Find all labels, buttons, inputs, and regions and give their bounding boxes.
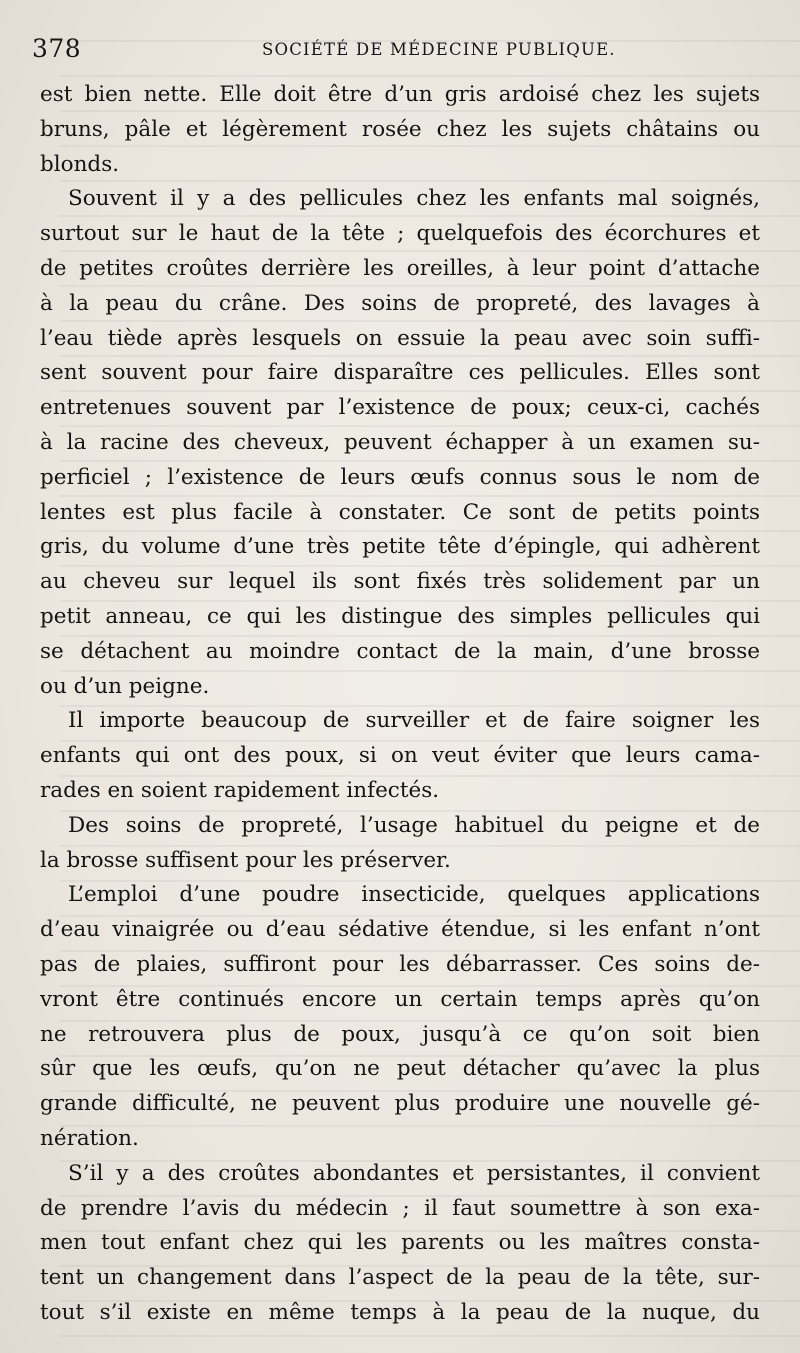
text-line: à la peau du crâne. Des soins de propreté, des lavages à [40,290,760,316]
text-line: est bien nette. Elle doit être d’un gris ardoisé chez les sujets [40,82,760,107]
text-line: de prendre l’avis du médecin ; il faut soumettre à son exa- [40,1195,760,1221]
text-line: men tout enfant chez qui les parents ou les maîtres consta- [40,1230,760,1256]
text-line: pas de plaies, suffiront pour les débarrasser. Ces soins de- [40,951,760,977]
text-line: d’eau vinaigrée ou d’eau sédative étendue, si les enfant n’ont [40,917,760,943]
text-line: vront être continués encore un certain temps après qu’on [40,986,760,1012]
text-line: petit anneau, ce qui les distingue des simples pellicules qui [40,603,760,629]
text-line: Des soins de propreté, l’usage habituel du peigne et de [68,812,760,838]
text-line: au cheveu sur lequel ils sont fixés très solidement par un [40,569,760,595]
text-line: tent un changement dans l’aspect de la peau de la tête, sur- [40,1265,760,1291]
text-line: S’il y a des croûtes abondantes et persistantes, il convient [68,1160,760,1186]
text-line: surtout sur le haut de la tête ; quelquefois des écorchures et [40,221,760,247]
text-line: Souvent il y a des pellicules chez les enfants mal soignés, [68,186,760,212]
text-line: gris, du volume d’une très petite tête d’épingle, qui adhèrent [40,534,760,560]
text-line: Il importe beaucoup de surveiller et de faire soigner les [68,708,760,734]
text-line: rades en soient rapidement infectés. [40,777,440,803]
text-line: perficiel ; l’existence de leurs œufs connus sous le nom de [40,464,760,490]
text-line: se détachent au moindre contact de la main, d’une brosse [40,638,760,664]
text-line: entretenues souvent par l’existence de poux; ceux-ci, cachés [40,395,760,421]
text-line: à la racine des cheveux, peuvent échapper à un examen su- [40,429,760,455]
text-line: grande difficulté, ne peuvent plus produire une nouvelle gé- [40,1091,760,1117]
page-header [32,34,760,70]
text-line: tout s’il existe en même temps à la peau de la nuque, du [40,1299,760,1325]
running-head: SOCIÉTÉ DE MÉDECINE PUBLIQUE. [262,40,616,59]
text-line: sent souvent pour faire disparaître ces pellicules. Elles sont [40,360,760,386]
text-line: lentes est plus facile à constater. Ce sont de petits points [40,499,760,525]
text-line: ne retrouvera plus de poux, jusqu’à ce qu’on soit bien [40,1021,760,1047]
text-line: de petites croûtes derrière les oreilles, à leur point d’attache [40,255,760,281]
text-line: la brosse suffisent pour les préserver. [40,847,451,873]
body-text [40,78,760,1331]
text-line: sûr que les œufs, qu’on ne peut détacher qu’avec la plus [40,1056,760,1082]
text-line: l’eau tiède après lesquels on essuie la peau avec soin suffi- [40,325,760,351]
page-number: 378 [32,34,82,63]
text-line: blonds. [40,151,120,177]
text-line: L’emploi d’une poudre insecticide, quelques applications [68,882,760,908]
text-line: nération. [40,1125,139,1151]
text-line: bruns, pâle et légèrement rosée chez les sujets châtains ou [40,116,760,142]
text-line: ou d’un peigne. [40,673,210,699]
text-line: enfants qui ont des poux, si on veut éviter que leurs cama- [40,743,760,769]
